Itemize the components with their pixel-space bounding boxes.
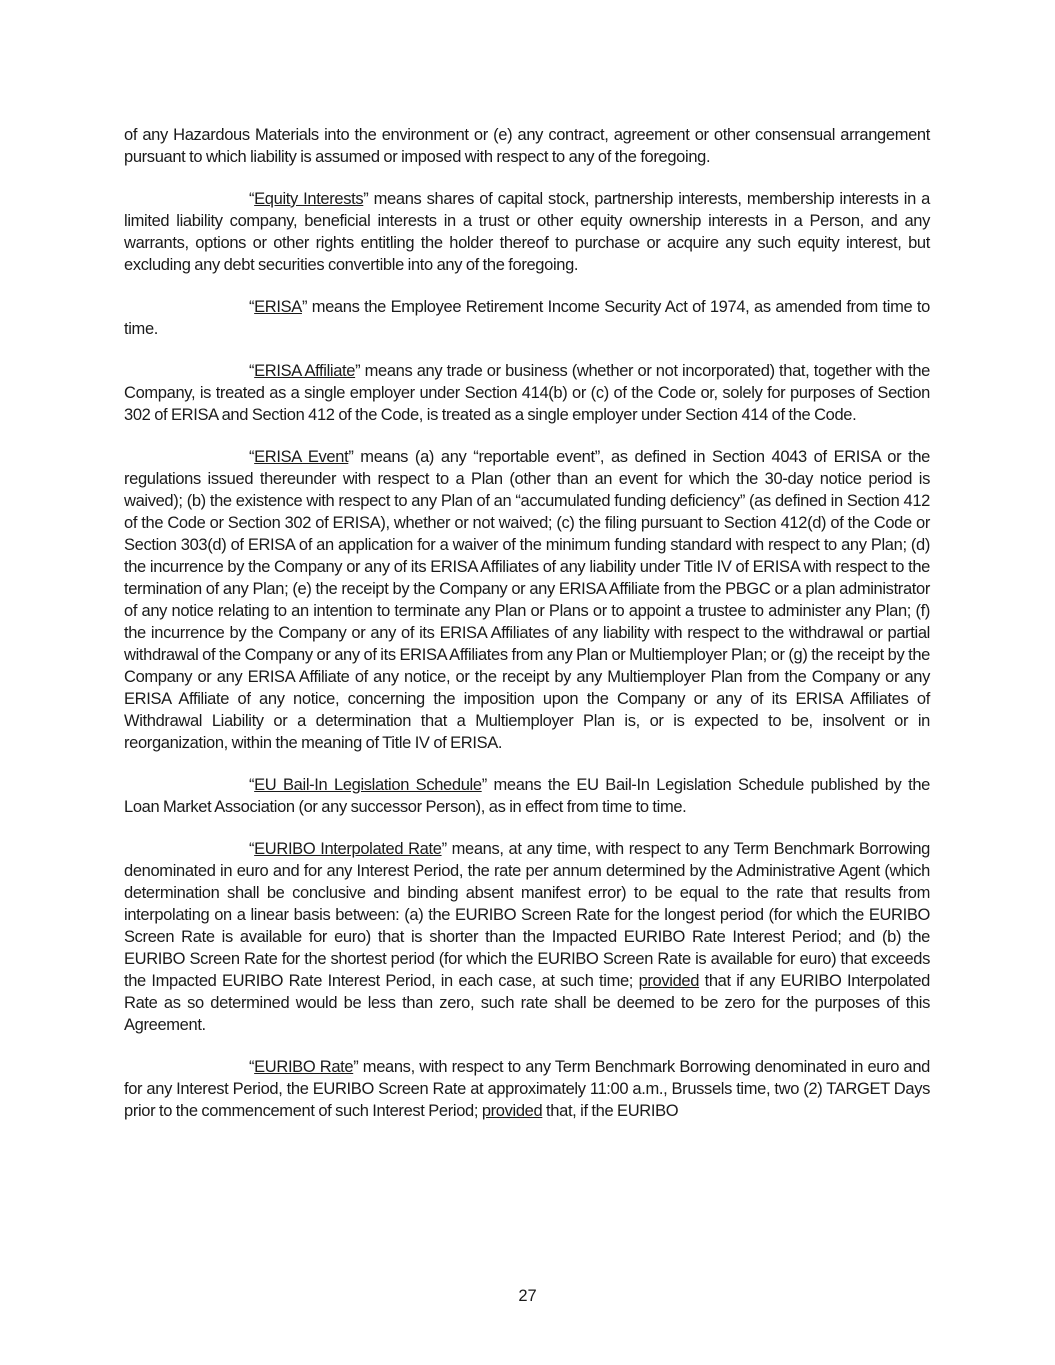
paragraph-body: of any Hazardous Materials into the environment or (e) any contract, agreement or other consensual arrangement pursuant to which liability is assumed or imposed with respect to any of the foregoing. — [124, 126, 930, 166]
page-number: 27 — [518, 1287, 537, 1305]
defined-term: EU Bail-In Legislation Schedule — [254, 776, 482, 794]
definition-body: ” means (a) any “reportable event”, as defined in Section 4043 of ERISA or the regulations issued thereunder with respect to a Plan (other than an event for which the 30-day notice period is waived); (b) the existence with respect to any Plan of an “accumulated funding deficiency” (as defined in Section 412 of the Code or Section 302 of ERISA), whether or not waived; (c) the filing pursuant to Section 412(d) of the Code or Section 303(d) of ERISA of an application for a waiver of the minimum funding standard with respect to any Plan; (d) the incurrence by the Company or any of its ERISA Affiliates of any liability under Title IV of ERISA with respect to the termination of any Plan; (e) the receipt by the Company or any ERISA Affiliate from the PBGC or a plan administrator of any notice relating to an intention to terminate any Plan or Plans or to appoint a trustee to administer any Plan; (f) the incurrence by the Company or any of its ERISA Affiliates of any liability with respect to the withdrawal or partial withdrawal of the Company or any of its ERISA Affiliates from any Plan or Multiemployer Plan; or (g) the receipt by the Company or any ERISA Affiliate of any notice, or the receipt by any Multiemployer Plan from the Company or any ERISA Affiliate of any notice, concerning the imposition upon the Company or any of its ERISA Affiliates of Withdrawal Liability or a determination that a Multiemployer Plan is, or is expected to be, insolvent or in reorganization, within the meaning of Title IV of ERISA. — [124, 448, 930, 752]
definition-body-continued: that, if the EURIBO — [542, 1102, 679, 1120]
definition-erisa — [124, 296, 930, 340]
definition-body: ” means, with respect to any Term Benchmark Borrowing denominated in euro and for any Interest Period, the EURIBO Screen Rate at approximately 11:00 a.m., Brussels time, two (2) TARGET Days prior to the commencement of such Interest Period; — [124, 1058, 930, 1120]
definition-body-continued: that if any EURIBO Interpolated Rate as so determined would be less than zero, such rate shall be deemed to be zero for the purposes of this Agreement. — [124, 972, 930, 1034]
paragraph-continuation — [124, 124, 930, 168]
definition-euribo-interpolated-rate — [124, 838, 930, 1036]
defined-term: ERISA Event — [254, 448, 349, 466]
definition-body: ” means, at any time, with respect to any Term Benchmark Borrowing denominated in euro and for any Interest Period, the rate per annum determined by the Administrative Agent (which determination shall be conclusive and binding absent manifest error) to be equal to the rate that results from interpolating on a linear basis between: (a) the EURIBO Screen Rate for the longest period (for which the EURIBO Screen Rate is available for euro) that is shorter than the Impacted EURIBO Rate Interest Period; and (b) the EURIBO Screen Rate for the shortest period (for which the EURIBO Screen Rate is available for euro) that exceeds the Impacted EURIBO Rate Interest Period, in each case, at such time; — [124, 840, 931, 990]
open-quote: “ — [249, 840, 255, 858]
definition-eu-bail-in-legislation-schedule — [124, 774, 930, 818]
open-quote: “ — [249, 776, 255, 794]
definition-body: ” means the Employee Retirement Income Security Act of 1974, as amended from time to time. — [124, 298, 930, 338]
defined-term: EURIBO Rate — [254, 1058, 354, 1076]
definition-euribo-rate — [124, 1056, 930, 1122]
definition-equity-interests — [124, 188, 930, 276]
open-quote: “ — [249, 1058, 255, 1076]
defined-term: EURIBO Interpolated Rate — [254, 840, 442, 858]
definition-body: ” means shares of capital stock, partnership interests, membership interests in a limited liability company, beneficial interests in a trust or other equity ownership interests in a Person, and any warrants, options or other rights entitling the holder thereof to purchase or acquire any such equity interest, but excluding any debt securities convertible into any of the foregoing. — [124, 190, 931, 274]
defined-term: ERISA Affiliate — [254, 362, 356, 380]
defined-term: Equity Interests — [254, 190, 364, 208]
definition-body: ” means the EU Bail-In Legislation Schedule published by the Loan Market Association (or any successor Person), as in effect from time to time. — [124, 776, 930, 816]
proviso-word: provided — [481, 1102, 543, 1120]
open-quote: “ — [249, 190, 255, 208]
definition-body: ” means any trade or business (whether or not incorporated) that, together with the Company, is treated as a single employer under Section 414(b) or (c) of the Code or, solely for purposes of Section 302 of ERISA and Section 412 of the Code, is treated as a single employer under Section 414 of the Code. — [124, 362, 930, 424]
definition-erisa-event — [124, 446, 930, 754]
defined-term: ERISA — [254, 298, 302, 316]
document-page — [124, 124, 930, 1142]
open-quote: “ — [249, 298, 255, 316]
definition-erisa-affiliate — [124, 360, 930, 426]
proviso-word: provided — [638, 972, 700, 990]
open-quote: “ — [249, 448, 255, 466]
open-quote: “ — [249, 362, 255, 380]
